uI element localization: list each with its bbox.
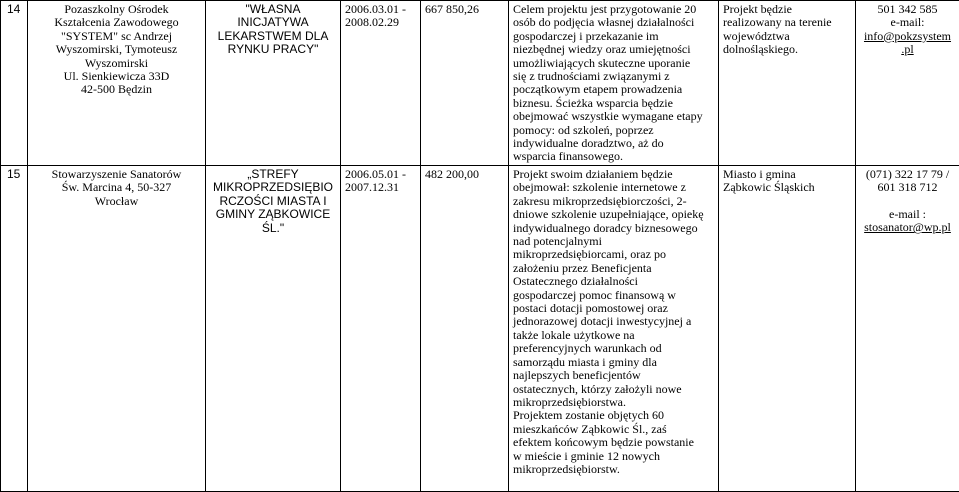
period-cell: 2006.05.01 - 2007.12.31 <box>341 166 421 492</box>
row-number: 15 <box>1 166 28 492</box>
description-cell: Projekt swoim działaniem będzie obejmował: szkolenie internetowe z zakresu mikroprzedsiębiorczości, 2- dniowe szkolenie uzupełniające, opiekę indywidualnego doradcy biznesowego nad potencjalnymi mikroprzedsiębiorcami, oraz po założeniu przez Beneficjenta Ostatecznego działalności gospodarczej pomoc finansową w postaci dotacji pomostowej oraz jednorazowej dotacji inwestycyjnej a także lokale użytkowe na preferencyjnych warunkach od samorządu miasta i gminy dla najlepszych beneficjentów ostatecznych, którzy założyli nowe mikroprzedsiębiorstwa. Projektem zostanie objętych 60 mieszkańców Ząbkowic Śl., zaś efektem końcowym będzie powstanie w mieście i gminie 12 nowych mikroprzedsiębiorstw. <box>509 166 719 492</box>
email-link[interactable]: info@pokzsystem <box>864 29 951 43</box>
amount-cell: 482 200,00 <box>421 166 509 492</box>
phone: 601 318 712 <box>878 180 938 194</box>
organization-cell: Stowarzyszenie Sanatorów Św. Marcina 4, 50-327 Wrocław <box>28 166 206 492</box>
organization-cell: Pozaszkolny Ośrodek Kształcenia Zawodowego "SYSTEM" sc Andrzej Wyszomirski, Tymoteusz Wyszomirski Ul. Sienkiewicza 33D 42-500 Będzin <box>28 1 206 166</box>
area-cell: Miasto i gmina Ząbkowic Śląskich <box>719 166 856 492</box>
email-link[interactable]: stosanator@wp.pl <box>864 220 951 234</box>
email-link[interactable]: .pl <box>901 42 913 56</box>
project-title-cell: "WŁASNA INICJATYWA LEKARSTWEM DLA RYNKU PRACY" <box>206 1 341 166</box>
area-cell: Projekt będzie realizowany na terenie województwa dolnośląskiego. <box>719 1 856 166</box>
phone: (071) 322 17 79 / <box>866 167 949 181</box>
period-cell: 2006.03.01 - 2008.02.29 <box>341 1 421 166</box>
row-number: 14 <box>1 1 28 166</box>
table-row <box>1 166 959 492</box>
table-row <box>1 1 959 166</box>
contact-cell: (071) 322 17 79 / 601 318 712 e-mail : stosanator@wp.pl <box>856 166 959 492</box>
phone: 501 342 585 <box>878 2 938 16</box>
contact-cell: 501 342 585 e-mail: info@pokzsystem .pl <box>856 1 959 166</box>
project-title-cell: „STREFY MIKROPRZEDSIĘBIO RCZOŚCI MIASTA I GMINY ZĄBKOWICE ŚL." <box>206 166 341 492</box>
amount-cell: 667 850,26 <box>421 1 509 166</box>
description-cell: Celem projektu jest przygotowanie 20 osób do podjęcia własnej działalności gospodarczej i przekazanie im niezbędnej wiedzy oraz umiejętności umożliwiających skuteczne uporanie się z trudnościami związanymi z początkowym etapem prowadzenia biznesu. Ścieżka wsparcia będzie obejmować wszystkie wymagane etapy pomocy: od szkoleń, poprzez indywidualne doradztwo, aż do wsparcia finansowego. <box>509 1 719 166</box>
